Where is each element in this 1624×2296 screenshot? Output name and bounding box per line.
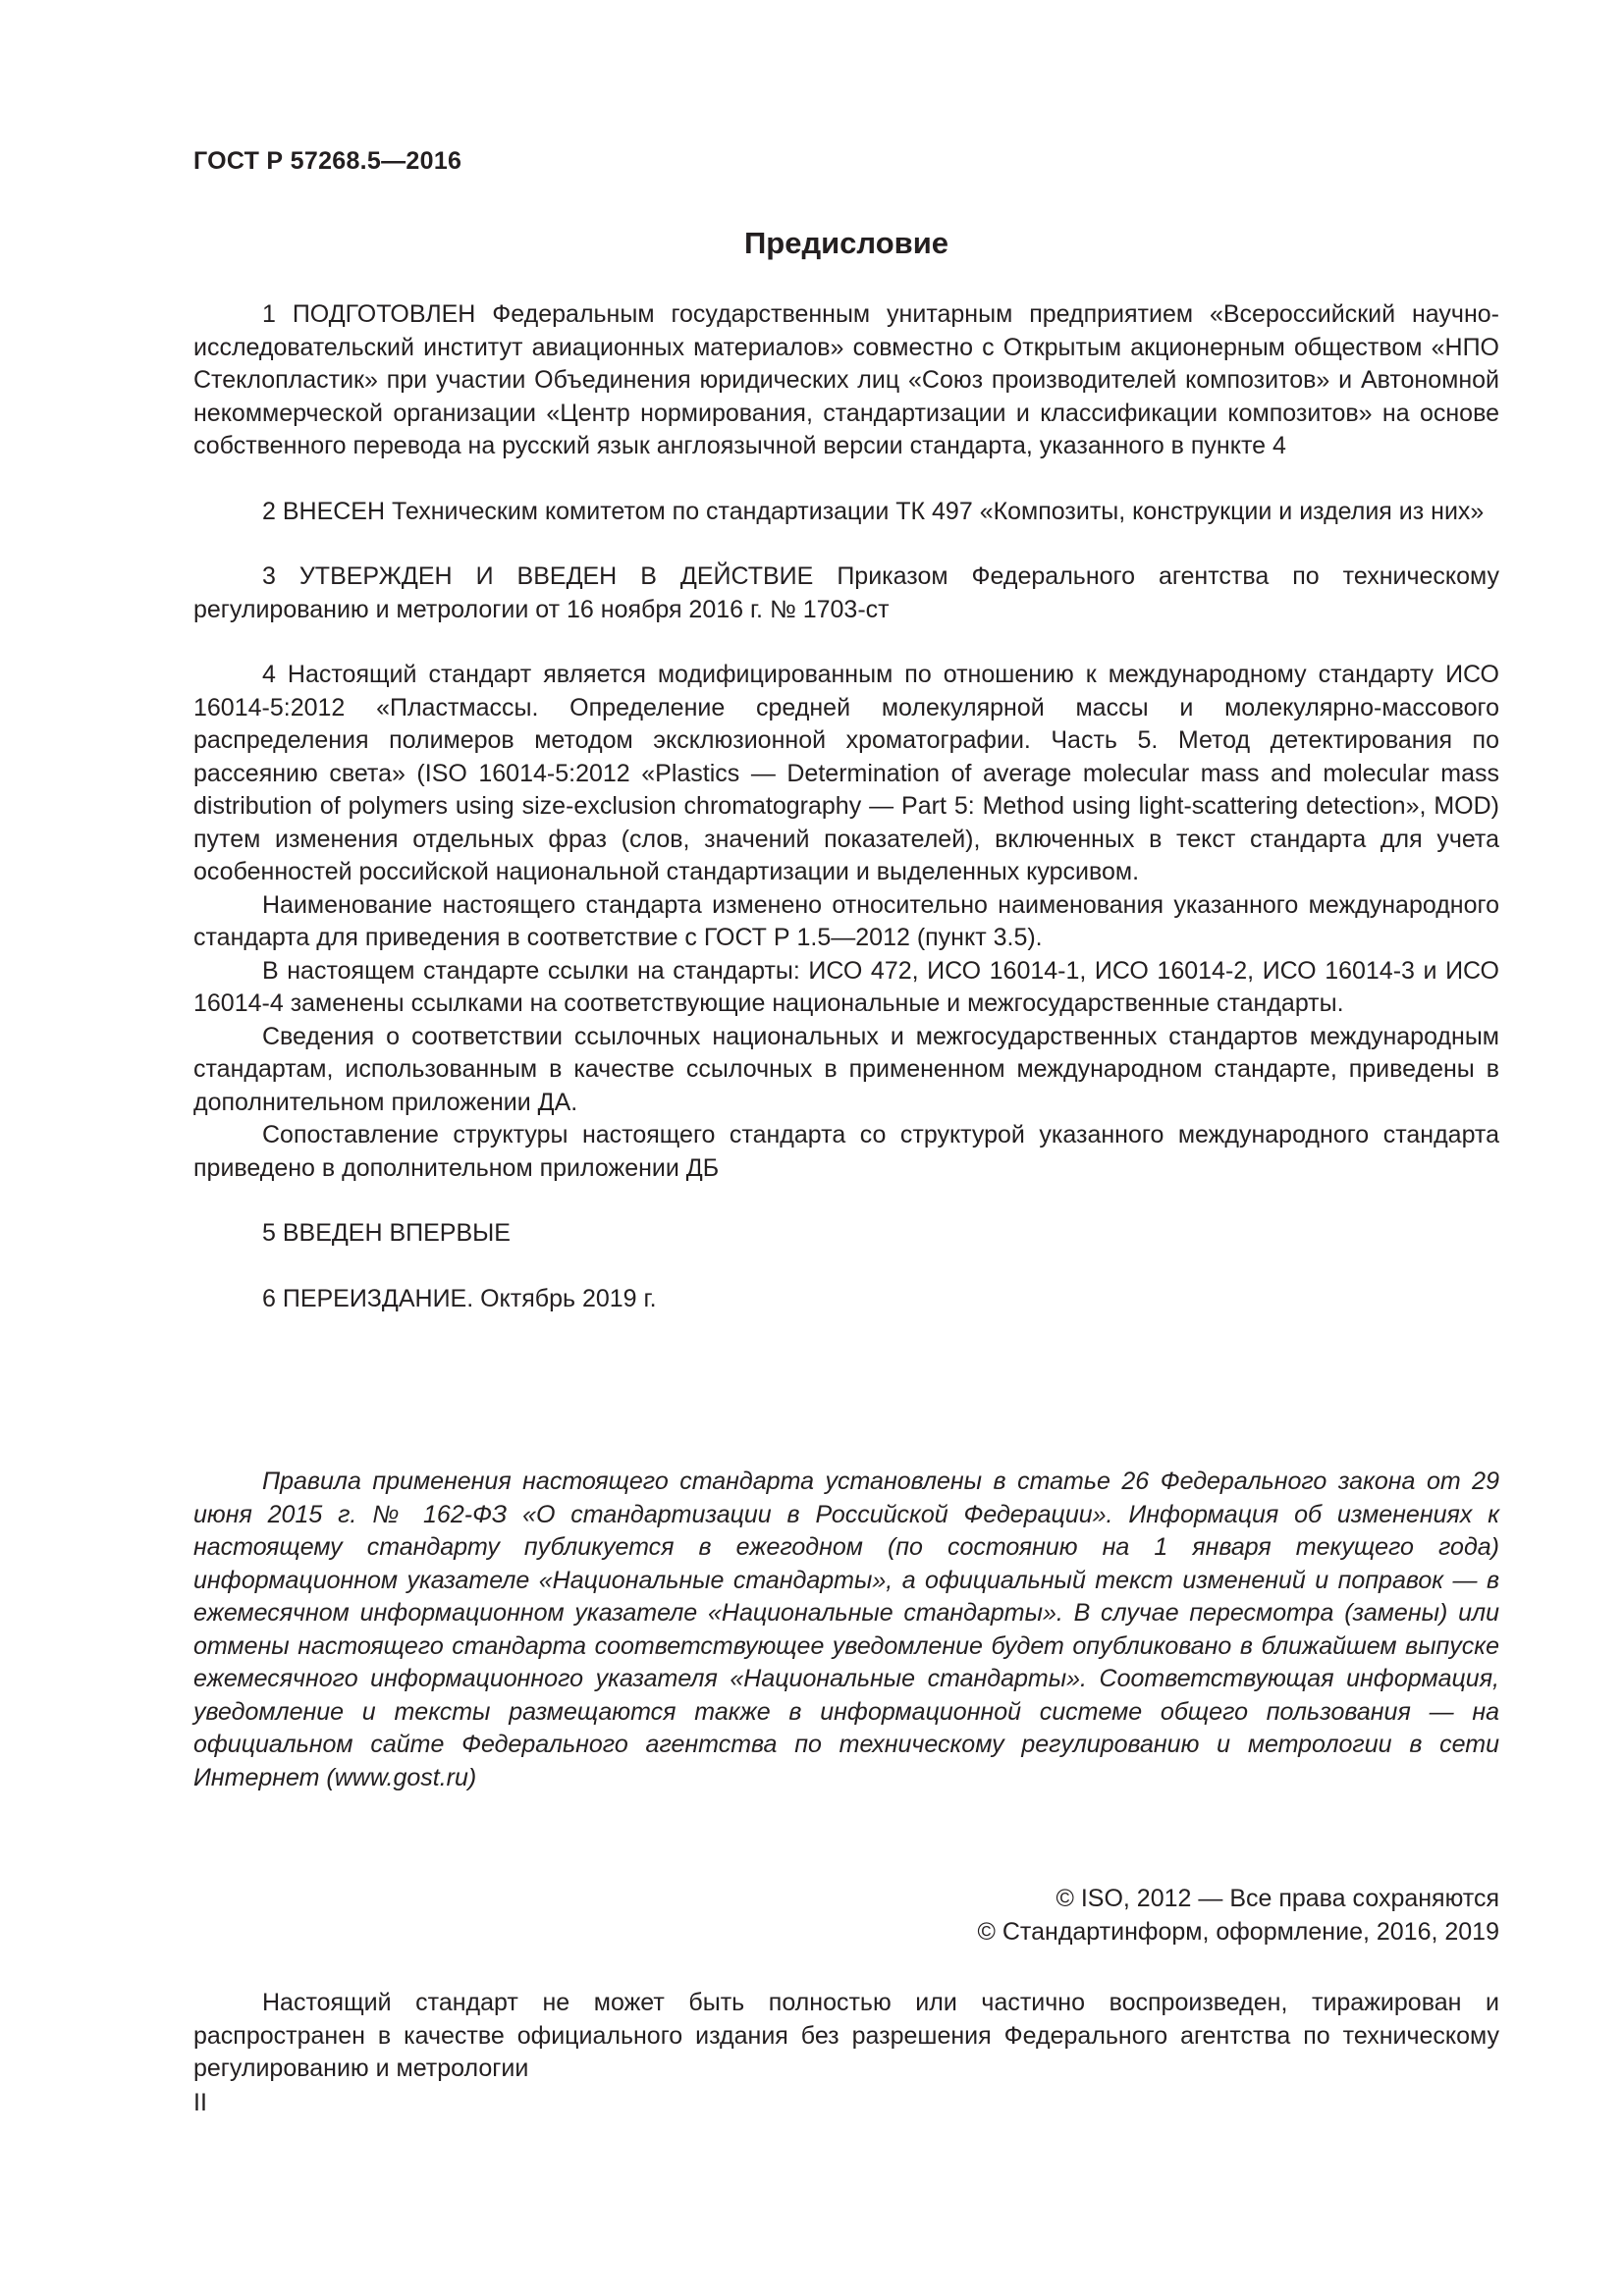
paragraph-first-introduced: 5 ВВЕДЕН ВПЕРВЫЕ — [262, 1219, 511, 1247]
paragraph-name-change: Наименование настоящего стандарта изменено относительно наименования указанного международного стандарта для приведения в соответствие с ГОСТ Р 1.5—2012 (пункт 3.5). — [193, 890, 1499, 951]
paragraph-prepared-by: 1 ПОДГОТОВЛЕН Федеральным государственным унитарным предприятием «Всероссийский научно-исследовательский институт авиационных материалов» совместно с Открытым акционерным обществом «НПО Стеклопластик» при участии Объединения юридических лиц «Союз производителей композитов» и Автономной некоммерческой организации «Центр нормирования, стандартизации и классификации композитов» на основе собственного перевода на русский язык англоязычной версии стандарта, указанного в пункте 4 — [193, 300, 1499, 459]
copyright-standartinform: © Стандартинформ, оформление, 2016, 2019 — [977, 1918, 1499, 1946]
paragraph-approved: 3 УТВЕРЖДЕН И ВВЕДЕН В ДЕЙСТВИЕ Приказом Федерального агентства по техническому регулированию и метрологии от 16 ноября 2016 г. № 1703-ст — [193, 562, 1499, 623]
paragraph-structure: Сопоставление структуры настоящего стандарта со структурой указанного международного стандарта приведено в дополнительном приложении ДБ — [193, 1121, 1499, 1182]
paragraph-introduced-by: 2 ВНЕСЕН Техническим комитетом по стандартизации ТК 497 «Композиты, конструкции и изделия из них» — [262, 497, 1485, 525]
copyright-block — [978, 1882, 1499, 1949]
paragraph-correspondence: Сведения о соответствии ссылочных национальных и межгосударственных стандартов международным стандартам, использованным в качестве ссылочных в примененном международном стандарте, приведены в дополнительном приложении ДА. — [193, 1022, 1499, 1116]
application-rules-notice: Правила применения настоящего стандарта установлены в статье 26 Федерального закона от 29 июня 2015 г. № 162-ФЗ «О стандартизации в Российской Федерации». Информация об изменениях к настоящему стандарту публикуется в ежегодном (по состоянию на 1 января текущего года) информационном указателе «Национальные стандарты», а официальный текст изменений и поправок — в ежемесячном информационном указателе «Национальные стандарты». В случае пересмотра (замены) или отмены настоящего стандарта соответствующее уведомление будет опубликовано в ближайшем выпуске ежемесячного информационного указателя «Национальные стандарты». Соответствующая информация, уведомление и тексты размещаются также в информационной системе общего пользования — на официальном сайте Федерального агентства по техническому регулированию и метрологии в сети Интернет (www.gost.ru) — [193, 1468, 1499, 1791]
paragraph-references: В настоящем стандарте ссылки на стандарты: ИСО 472, ИСО 16014-1, ИСО 16014-2, ИСО 16014-3 и ИСО 16014-4 заменены ссылками на соответствующие национальные и межгосударственные стандарты. — [193, 956, 1499, 1017]
foreword-body — [193, 298, 1499, 1315]
paragraph-modification: 4 Настоящий стандарт является модифицированным по отношению к международному стандарту ИСО 16014-5:2012 «Пластмассы. Определение средней молекулярной массы и молекулярно-массового распределения полимеров методом эксклюзионной хроматографии. Часть 5. Метод детектирования по рассеянию света» (ISO 16014-5:2012 «Plastics — Determination of average molecular mass and molecular mass distribution of polymers using size-exclusion chromatography — Part 5: Method using light-scattering detection», MOD) путем изменения отдельных фраз (слов, значений показателей), включенных в текст стандарта для учета особенностей российской национальной стандартизации и выделенных курсивом. — [193, 661, 1499, 885]
reproduction-restriction: Настоящий стандарт не может быть полностью или частично воспроизведен, тиражирован и распространен в качестве официального издания без разрешения Федерального агентства по техническому регулированию и метрологии — [193, 1989, 1499, 2082]
document-code: ГОСТ Р 57268.5—2016 — [193, 147, 462, 175]
paragraph-reissue: 6 ПЕРЕИЗДАНИЕ. Октябрь 2019 г. — [262, 1284, 657, 1312]
page-title: Предисловие — [743, 226, 948, 260]
copyright-iso: © ISO, 2012 — Все права сохраняются — [1056, 1885, 1499, 1912]
page-number: II — [193, 2089, 207, 2116]
document-page — [193, 0, 1499, 2296]
